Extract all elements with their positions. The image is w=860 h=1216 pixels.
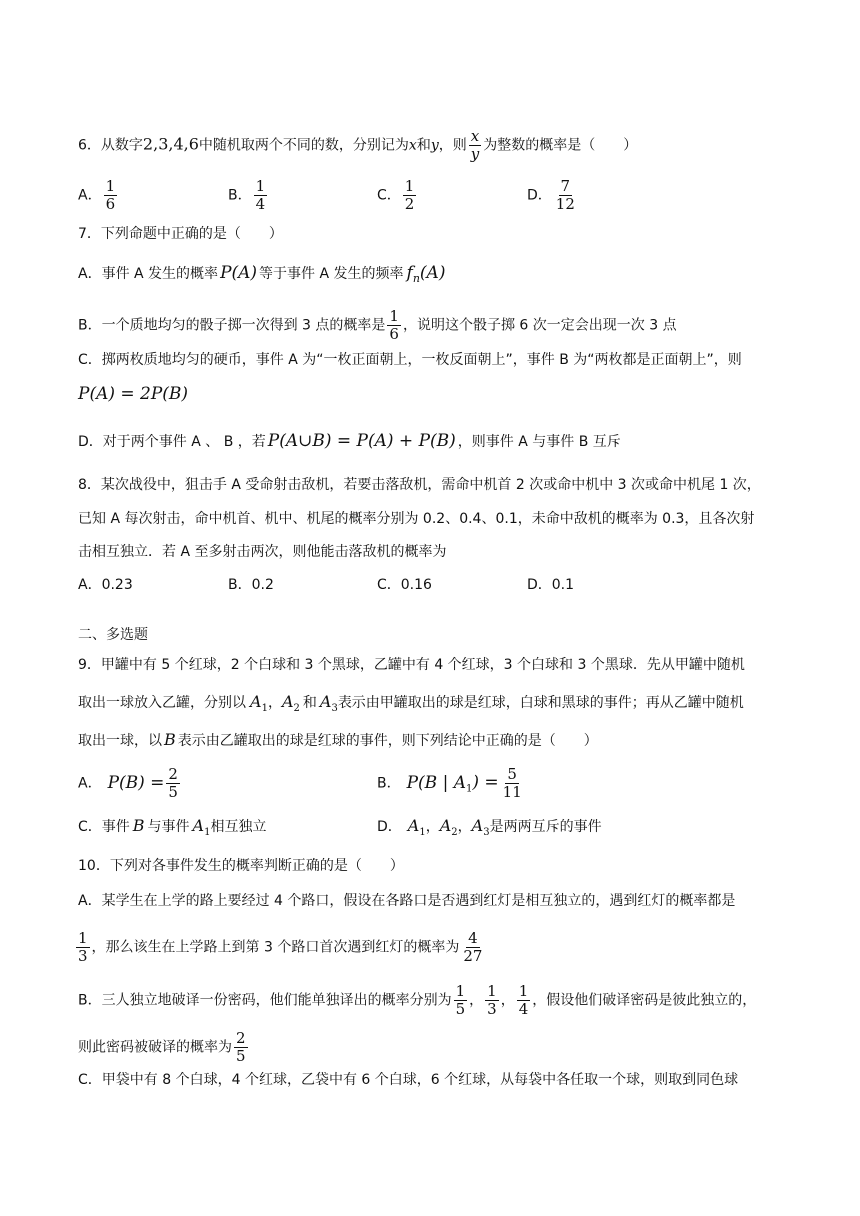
q6-option-a: A． $\frac{1}{6}$ — [78, 177, 116, 213]
q6-option-b: B． $\frac{1}{4}$ — [228, 177, 266, 213]
q8-line3: 击相互独立．若 A 至多射击两次，则他能击落敌机的概率为 — [78, 544, 447, 560]
q10-stem: 10．下列对各事件发生的概率判断正确的是（ ） — [78, 858, 404, 874]
q6-fraction-x-over-y: $\frac{x}{y}$ — [470, 127, 480, 163]
q8-option-b: B．0.2 — [228, 577, 274, 593]
q7-option-c-line1: C．掷两枚质地均匀的硬币，事件 A 为“一枚正面朝上，一枚反面朝上”，事件 B 为“两枚都是正面朝上”，则 — [78, 352, 742, 368]
q9-option-d: D． $A_1$，$A_2$，$A_3$是两两互斥的事件 — [377, 816, 602, 838]
q7-stem: 7．下列命题中正确的是（ ） — [78, 226, 283, 242]
q6-var-y: y — [430, 137, 439, 154]
q8-option-d: D．0.1 — [527, 577, 575, 593]
q6-text-e: 为整数的概率是（ ） — [483, 137, 638, 154]
q9-option-a: A． P(B) = $\frac{2}{5}$ — [78, 765, 178, 801]
q7-option-c-line2: P(A) = 2P(B) — [78, 384, 189, 404]
q6-option-c: C． $\frac{1}{2}$ — [377, 177, 415, 213]
q8-line1: 8．某次战役中，狙击手 A 受命射击敌机，若要击落敌机，需命中机首 2 次或命中机中 3 次或命中机尾 1 次， — [78, 477, 761, 493]
q6-text-a: 6．从数字 — [78, 137, 143, 154]
q7-option-b: B．一个质地均匀的骰子掷一次得到 3 点的概率是 $\frac{1}{6}$ ，说明这个骰子掷 6 次一定会出现一次 3 点 — [78, 307, 677, 343]
q6-text-b: 中随机取两个不同的数，分别记为 — [198, 137, 409, 154]
q8-option-a: A．0.23 — [78, 577, 133, 593]
q10-option-b-line2: 则此密码被破译的概率为 $\frac{2}{5}$ — [78, 1029, 246, 1065]
q9-option-b: B． P(B | $A_1$) = $\frac{5}{11}$ — [377, 765, 522, 801]
q10-option-b-line1: B．三人独立地破译一份密码，他们能单独译出的概率分别为 $\frac{1}{5}$ ， $\frac{1}{3}$ ， $\frac{1}{4}$ ，假设他们破译密码是彼此独立的， — [78, 982, 757, 1018]
q9-line1: 9．甲罐中有 5 个红球，2 个白球和 3 个黑球，乙罐中有 4 个红球，3 个白球和 3 个黑球．先从甲罐中随机 — [78, 657, 745, 673]
q8-line2: 已知 A 每次射击，命中机首、机中、机尾的概率分别为 0.2、0.4、0.1，未命中敌机的概率为 0.3，且各次射 — [78, 511, 755, 527]
q9-line2: 取出一球放入乙罐，分别以 $A_1$，$A_2$ 和 $A_3$表示由甲罐取出的球是红球，白球和黑球的事件；再从乙罐中随机 — [78, 692, 744, 714]
q10-option-a-line2: $\frac{1}{3}$ ，那么该生在上学路上到第 3 个路口首次遇到红灯的概率为 $\frac{4}{27}$ — [78, 929, 483, 965]
q6-stem — [78, 128, 637, 163]
q6-text-c: 和 — [416, 137, 431, 154]
q6-var-x: x — [408, 137, 417, 154]
section-heading-multiple-choice: 二、多选题 — [78, 627, 148, 643]
q6-text-d: ，则 — [438, 137, 467, 154]
q9-option-c: C．事件 B 与事件 $A_1$相互独立 — [78, 816, 267, 838]
q10-option-c-line1: C．甲袋中有 8 个白球，4 个红球，乙袋中有 6 个白球，6 个红球，从每袋中各任取一个球，则取到同色球 — [78, 1072, 739, 1088]
q7-option-a: A．事件 A 发生的概率 P(A) 等于事件 A 发生的频率 $f_n(A)$ — [78, 263, 446, 285]
q10-option-a-line1: A．某学生在上学的路上要经过 4 个路口，假设在各路口是否遇到红灯是相互独立的，遇到红灯的概率都是 — [78, 893, 736, 909]
q6-option-d: D． $\frac{7}{12}$ — [527, 177, 575, 213]
q6-digits: 2,3,4,6 — [142, 134, 199, 154]
q7-option-d: D．对于两个事件 A 、 B ，若 P(A∪B) = P(A) + P(B) ，则事件 A 与事件 B 互斥 — [78, 431, 621, 451]
q8-option-c: C．0.16 — [377, 577, 432, 593]
q9-line3: 取出一球，以 B 表示由乙罐取出的球是红球的事件，则下列结论中正确的是（ ） — [78, 730, 598, 749]
